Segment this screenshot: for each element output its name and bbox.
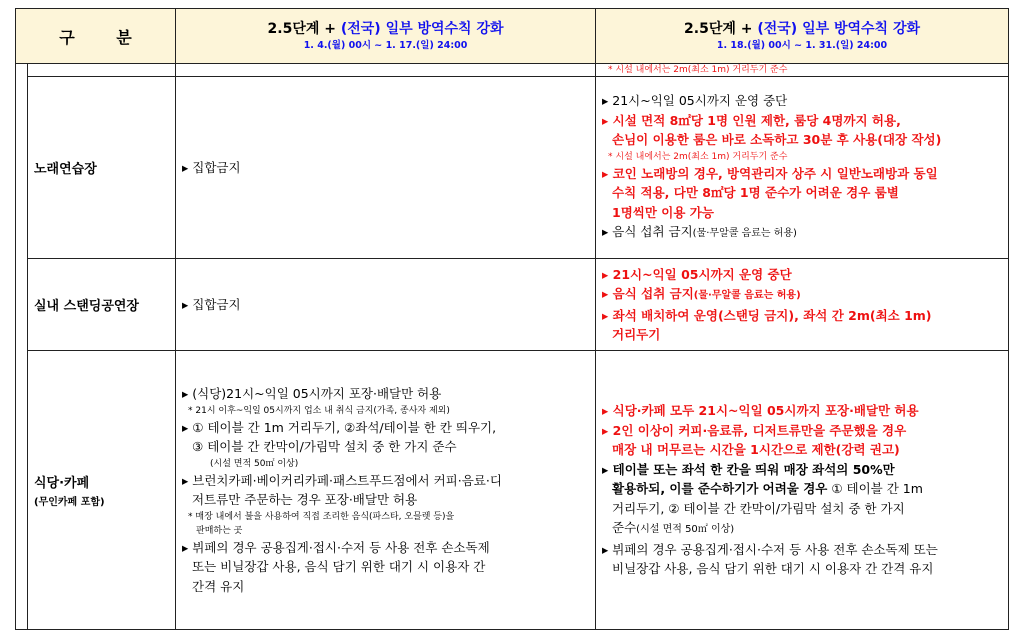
cafe-r4: ▸ 테이블 또는 좌석 한 칸을 띄워 매장 좌석의 50%만 <box>602 461 895 477</box>
cafe-l1: ▸ (식당)21시~익일 05시까지 포장·배달만 허용 <box>182 386 442 401</box>
cafe-r5-rest: ① 테이블 간 1m <box>827 481 923 497</box>
cafe-l4: ③ 테이블 간 칸막이/가림막 설치 중 한 가지 준수 <box>192 439 457 454</box>
row-cafe <box>16 351 1009 630</box>
header-category: 구 분 <box>16 9 176 64</box>
header-title-1: (전국) 일부 방역수칙 강화 <box>340 21 504 37</box>
cafe-l5: (시설 면적 50㎡ 이상) <box>210 458 299 469</box>
header-title-2: (전국) 일부 방역수칙 강화 <box>757 21 921 37</box>
continued-row <box>16 64 1009 77</box>
karaoke-r5: ▸ 코인 노래방의 경우, 방역관리자 상주 시 일반노래방과 동일 <box>602 165 938 181</box>
cafe-r5-bold: 활용하되, 이를 준수하기가 어려울 경우 <box>612 481 828 497</box>
cafe-l12: 간격 유지 <box>192 578 245 594</box>
karaoke-r7: 1명씩만 이용 가능 <box>612 204 714 220</box>
cafe-l8: * 매장 내에서 불을 사용하여 직접 조리한 음식(파스타, 오믈렛 등)을 <box>188 511 455 522</box>
continued-category <box>28 64 176 77</box>
cafe-r6: 거리두기, ② 테이블 간 칸막이/가림막 설치 중 한 가지 <box>612 500 905 516</box>
left-margin-cell <box>16 64 28 630</box>
cafe-r7-note: (시설 면적 50㎡ 이상) <box>636 524 735 536</box>
standing-left: ▸ 집합금지 <box>176 259 596 351</box>
karaoke-r3: 손님이 이용한 룸은 바로 소독하고 30분 후 사용(대장 작성) <box>612 132 942 148</box>
cafe-r2: ▸ 2인 이상이 커피·음료류, 디저트류만을 주문했을 경우 <box>602 422 907 438</box>
header-period-2 <box>596 9 1009 64</box>
standing-r1: ▸ 21시~익일 05시까지 운영 중단 <box>602 266 792 282</box>
karaoke-left: ▸ 집합금지 <box>176 77 596 259</box>
cafe-right <box>596 351 1009 630</box>
standing-r2: ▸ 음식 섭취 금지 <box>602 286 694 301</box>
cafe-r3: 매장 내 머무르는 시간을 1시간으로 제한(강력 권고) <box>612 442 900 458</box>
cafe-l9: 판매하는 곳 <box>196 525 243 536</box>
header-stage-1: 2.5단계 + <box>267 21 341 37</box>
continued-note: * 시설 내에서는 2m(최소 1m) 거리두기 준수 <box>608 65 788 75</box>
cafe-r7: 준수 <box>612 520 637 536</box>
category-cafe-sub: (무인카페 포함) <box>34 497 105 508</box>
cafe-l3: ▸ ① 테이블 간 1m 거리두기, ②좌석/테이블 한 칸 띄우기, <box>182 419 497 435</box>
continued-right <box>596 64 1009 77</box>
cafe-l2: * 21시 이후~익일 05시까지 업소 내 취식 금지(가족, 종사자 제외) <box>188 405 450 416</box>
row-standing <box>16 259 1009 351</box>
category-standing: 실내 스탠딩공연장 <box>28 259 176 351</box>
karaoke-right <box>596 77 1009 259</box>
header-date-1: 1. 4.(월) 00시 ~ 1. 17.(일) 24:00 <box>303 40 468 51</box>
cafe-r9: 비닐장갑 사용, 음식 담기 위한 대기 시 이용자 간 간격 유지 <box>612 561 934 577</box>
karaoke-r1: ▸ 21시~익일 05시까지 운영 중단 <box>602 93 788 109</box>
header-stage-2: 2.5단계 + <box>684 21 758 37</box>
category-cafe <box>28 351 176 630</box>
karaoke-r4: * 시설 내에서는 2m(최소 1m) 거리두기 준수 <box>608 151 788 162</box>
cafe-left <box>176 351 596 630</box>
standing-r2-note: (물·무알콜 음료는 허용) <box>693 290 801 301</box>
cafe-l11: 또는 비닐장갑 사용, 음식 담기 위한 대기 시 이용자 간 <box>192 559 486 574</box>
karaoke-r6: 수칙 적용, 다만 8㎡당 1명 준수가 어려운 경우 룸별 <box>612 185 899 201</box>
category-karaoke: 노래연습장 <box>28 77 176 259</box>
header-row <box>16 9 1009 64</box>
row-karaoke <box>16 77 1009 259</box>
karaoke-r2: ▸ 시설 면적 8㎡당 1명 인원 제한, 룸당 4명까지 허용, <box>602 112 901 128</box>
karaoke-r8-note: (물·무알콜 음료는 허용) <box>692 228 797 240</box>
standing-right <box>596 259 1009 351</box>
standing-r3: ▸ 좌석 배치하여 운영(스탠딩 금지), 좌석 간 2m(최소 1m) <box>602 307 932 323</box>
regulation-table <box>15 8 1009 630</box>
cafe-r1: ▸ 식당·카페 모두 21시~익일 05시까지 포장·배달만 허용 <box>602 403 919 419</box>
header-date-2: 1. 18.(월) 00시 ~ 1. 31.(일) 24:00 <box>716 40 888 51</box>
continued-left <box>176 64 596 77</box>
category-cafe-label: 식당·카페 <box>34 476 90 491</box>
karaoke-r8: ▸ 음식 섭취 금지 <box>602 224 693 240</box>
cafe-l6: ▸ 브런치카페·베이커리카페·패스트푸드점에서 커피·음료·디 <box>182 472 502 488</box>
header-period-1 <box>176 9 596 64</box>
standing-r4: 거리두기 <box>612 327 661 342</box>
cafe-r8: ▸ 뷔페의 경우 공용집게·접시·수저 등 사용 전후 손소독제 또는 <box>602 541 938 557</box>
cafe-l7: 저트류만 주문하는 경우 포장·배달만 허용 <box>192 492 418 507</box>
cafe-l10: ▸ 뷔페의 경우 공용집게·접시·수저 등 사용 전후 손소독제 <box>182 539 490 555</box>
